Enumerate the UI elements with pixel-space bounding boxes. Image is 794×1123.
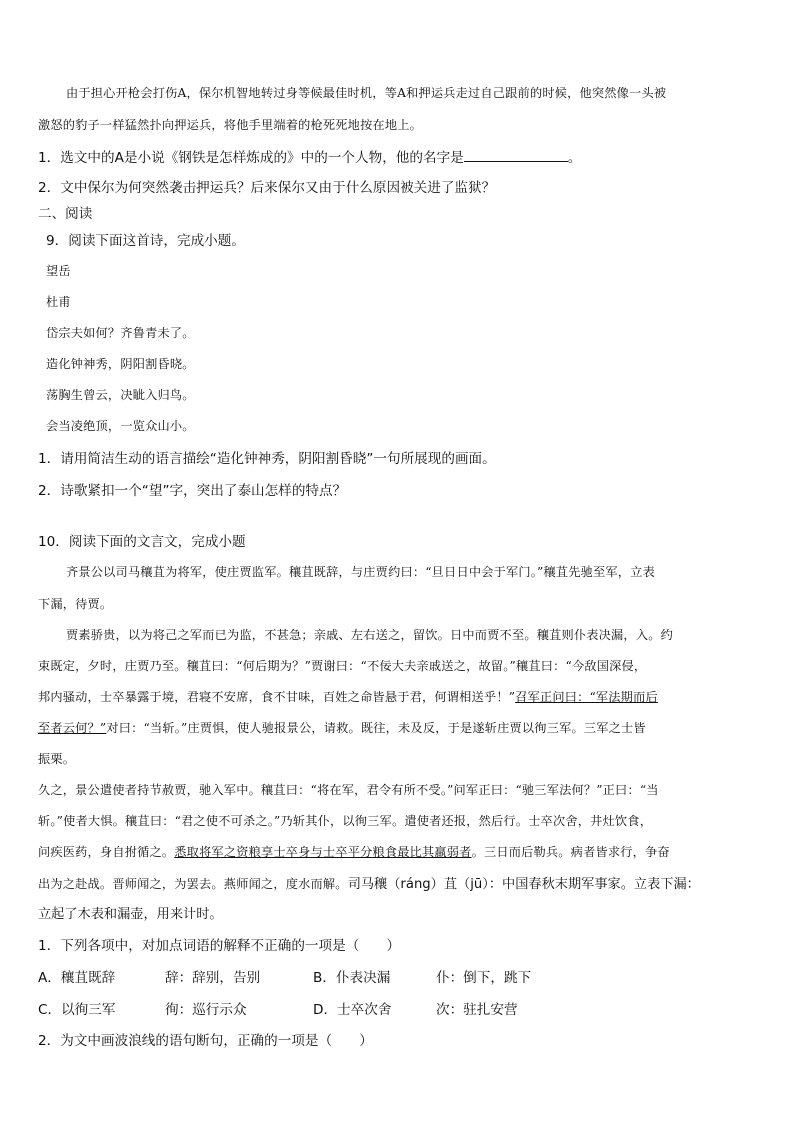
annotation-note: 立起了木表和漏壶，用来计时。 — [38, 907, 223, 922]
classical-text-line: 斩。”使者大惧。穰苴曰：“君之使不可杀之。”乃斩其仆，以徇三军。遣使者还报，然后行。士卒次舍，井灶饮食， — [38, 814, 653, 828]
classical-text-line — [38, 843, 758, 860]
classical-text-line — [38, 719, 758, 736]
poem-author: 杜甫 — [46, 295, 71, 309]
classical-text-line: 久之，景公遣使者持节赦贾，驰入军中。穰苴曰：“将在军，君令有所不受。”问军正曰：“驰三军法何？”正曰：“当 — [38, 783, 659, 797]
question-10-2: 2．为文中画波浪线的语句断句，正确的一项是（ ） — [38, 1033, 373, 1049]
classical-text-line: 齐景公以司马穰苴为将军，使庄贾监军。穰苴既辞，与庄贾约曰：“旦日日中会于军门。”穰苴先驰至军，立表 — [66, 565, 655, 579]
question-10-1: 1．下列各项中，对加点词语的解释不正确的一项是（ ） — [38, 938, 401, 954]
question-9-2: 2．诗歌紧扣一个“望”字，突出了泰山怎样的特点？ — [38, 483, 347, 499]
underlined-sentence: 至者云何？” — [38, 721, 107, 735]
option-c[interactable] — [38, 998, 115, 1018]
poem-line: 荡胸生曾云，决眦入归鸟。 — [46, 388, 195, 402]
option-a[interactable] — [38, 966, 115, 986]
underlined-sentence: 召军正问曰：“军法期而后 — [515, 690, 658, 704]
plain-text: 。三日而后勒兵。病者皆求行，争奋 — [471, 845, 670, 859]
annotation-note: 司马穰（ráng）苴（jū）：中国春秋末期军事家。立表下漏： — [347, 877, 700, 892]
classical-text-line: 振栗。 — [38, 752, 76, 766]
question-9-prompt: 9．阅读下面这首诗，完成小题。 — [46, 233, 245, 249]
classical-text-line: 束既定，夕时，庄贾乃至。穰苴曰：“何后期为？”贾谢曰：“不佞大夫亲戚送之，故留。”穰苴曰：“今敌国深侵， — [38, 659, 647, 673]
section-title: 二、阅读 — [38, 206, 93, 222]
answer-blank[interactable] — [464, 151, 568, 162]
classical-text-line — [38, 688, 758, 705]
passage-line: 激怒的豹子一样猛然扑向押运兵，将他手里端着的枪死死地按在地上。 — [38, 118, 423, 132]
question-8-2: 2．文中保尔为何突然袭击押运兵？后来保尔又由于什么原因被关进了监狱？ — [38, 180, 496, 196]
option-label: B．仆表决漏 — [313, 970, 391, 986]
passage-line: 由于担心开枪会打伤A，保尔机智地转过身等候最佳时机，等A和押运兵走过自己跟前的时候，他突然像一头被 — [66, 86, 667, 100]
classical-text-line — [38, 873, 758, 892]
option-b[interactable] — [313, 966, 390, 986]
plain-text: 邦内骚动，士卒暴露于境，君寝不安席，食不甘味，百姓之命皆悬于君，何谓相送乎！” — [38, 690, 516, 704]
plain-text: 出为之赴战。晋师闻之，为罢去。燕师闻之，度水而解。 — [38, 877, 348, 891]
classical-text-line: 下漏，待贾。 — [38, 597, 113, 611]
poem-title: 望岳 — [46, 264, 71, 278]
option-label: D．士卒次舍 — [313, 1002, 392, 1018]
option-label: C．以徇三军 — [38, 1002, 116, 1018]
question-text: 。 — [567, 150, 582, 166]
option-a-gloss: 辞：辞别，告别 — [165, 970, 261, 986]
poem-line: 岱宗夫如何？齐鲁青未了。 — [46, 326, 195, 340]
question-8-1 — [38, 146, 758, 166]
classical-text-line: 贾素骄贵，以为将己之军而已为监，不甚急；亲戚、左右送之，留饮。日中而贾不至。穰苴则仆表决漏，入。约 — [66, 628, 673, 642]
poem-line: 造化钟神秀，阴阳割昏晓。 — [46, 357, 195, 371]
plain-text: 问疾医药，身自拊循之。 — [38, 845, 175, 859]
poem-line: 会当凌绝顶，一览众山小。 — [46, 419, 195, 433]
plain-text: 对曰：“当斩。”庄贾惧，使人驰报景公，请救。既往，未及反，于是遂斩庄贾以徇三军。三军之士皆 — [106, 721, 646, 735]
wavy-underlined-sentence: 悉取将军之资粮享士卒身与士卒平分粮食最比其羸弱者 — [174, 845, 472, 859]
question-9-1: 1．请用简洁生动的语言描绘“造化钟神秀，阴阳割昏晓”一句所展现的画面。 — [38, 451, 496, 467]
option-b-gloss: 仆：倒下，跳下 — [436, 970, 532, 986]
option-c-gloss: 徇：巡行示众 — [165, 1002, 247, 1018]
option-d[interactable] — [313, 998, 391, 1018]
question-text: 1．选文中的A是小说《钢铁是怎样炼成的》中的一个人物，他的名字是 — [38, 150, 464, 166]
option-label: A．穰苴既辞 — [38, 970, 116, 986]
option-d-gloss: 次：驻扎安营 — [436, 1002, 518, 1018]
question-10-prompt: 10．阅读下面的文言文，完成小题 — [38, 534, 246, 550]
